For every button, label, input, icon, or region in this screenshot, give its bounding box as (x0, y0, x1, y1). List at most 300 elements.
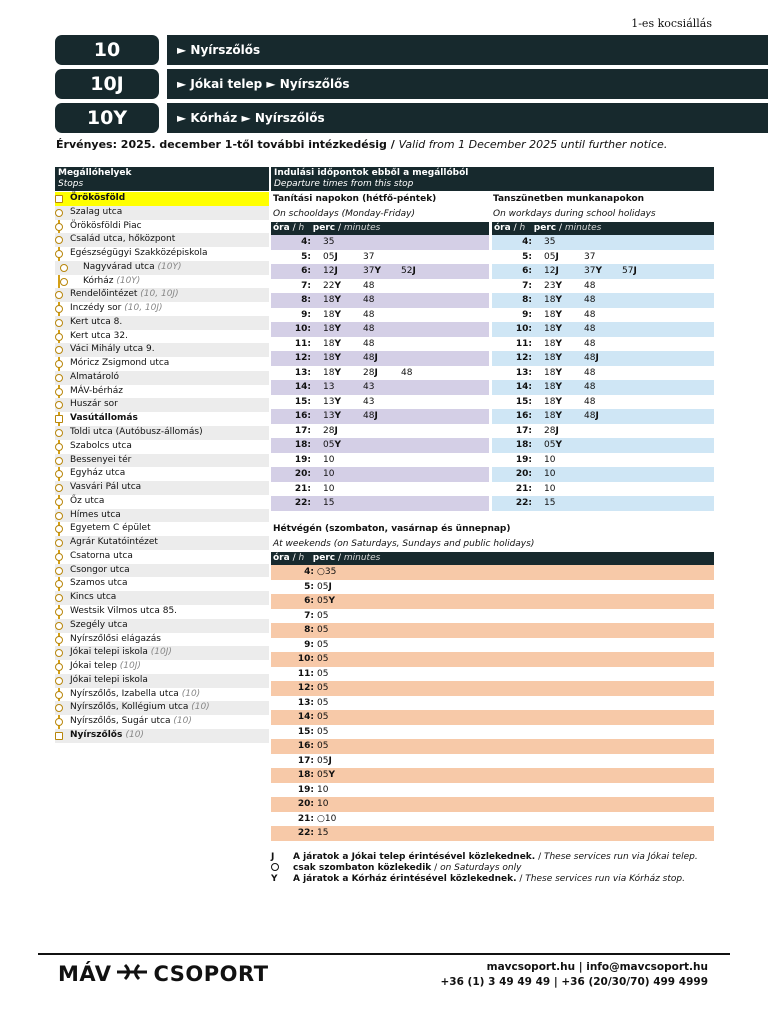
stop-name: Almatároló (70, 371, 119, 382)
timetable-row (492, 438, 714, 453)
stop-item (55, 192, 269, 206)
stops-header-title: Megállóhelyek (58, 168, 132, 178)
weekend-subtitle: At weekends (on Saturdays, Sundays and public holidays) (273, 539, 535, 549)
departure-minute: 18Y (323, 324, 341, 334)
phone-2: +36 (20/30/70) 499 4999 (561, 976, 708, 988)
stop-item (55, 577, 269, 591)
timetable-row (271, 754, 714, 769)
stop-item (55, 522, 269, 536)
departure-minute: 48 (584, 295, 596, 305)
stop-name: Szalag utca (70, 206, 123, 217)
stop-item (55, 261, 269, 275)
stop-route-note: (10J) (150, 647, 172, 658)
timetable-row (271, 395, 489, 410)
departure-minute: 12J (544, 266, 559, 276)
stop-icon (55, 319, 63, 327)
minute-header-en: minutes (343, 553, 381, 563)
departure-minute: 35 (544, 237, 556, 247)
stop-name: Csatorna utca (70, 550, 133, 561)
stop-name: Szabolcs utca (70, 440, 132, 451)
stop-item (55, 646, 269, 660)
stop-name: Kincs utca (70, 592, 117, 603)
departure-hour: 9: (522, 309, 532, 320)
timetable-row (492, 293, 714, 308)
departure-hour: 16: (515, 411, 532, 421)
stop-item (55, 633, 269, 647)
timetable-row (492, 250, 714, 265)
validity-separator: / (386, 138, 399, 151)
departure-minute: 43 (363, 382, 375, 392)
departures-header-title: Indulási időpontok ebből a megállóból (274, 168, 469, 178)
stop-item (55, 343, 269, 357)
stop-name: Egyház utca (70, 468, 126, 479)
stop-item (55, 302, 269, 316)
departure-minute: 05Y (323, 440, 341, 450)
departure-hour: 12: (515, 353, 532, 363)
timetable-row (271, 467, 489, 482)
timetable-row (271, 565, 714, 580)
departure-minute: 48 (584, 280, 596, 291)
stop-item (55, 275, 269, 289)
departure-minute: 48 (363, 280, 375, 291)
departure-minute: 18Y (323, 309, 341, 320)
departure-minute: 18Y (544, 309, 562, 320)
departure-hour: 15: (515, 396, 532, 407)
departure-minute: 48 (363, 338, 375, 349)
website-link[interactable]: mavcsoport.hu (486, 961, 576, 973)
stop-name: Nyírszőlős (70, 729, 123, 740)
departure-hour: 13: (515, 367, 532, 378)
departure-minute: 13Y (323, 396, 341, 407)
departure-hour: 10: (297, 654, 314, 664)
departure-minute: 48J (584, 411, 599, 421)
timetable-row (271, 424, 489, 439)
stop-list (55, 192, 269, 743)
stop-name: Vasútállomás (70, 413, 138, 424)
departure-hour: 6: (522, 266, 532, 276)
departure-hour: 15: (297, 726, 314, 737)
route-destination: ► Jókai telep ► Nyírszőlős (167, 69, 768, 99)
timetable-row (271, 681, 714, 696)
timetable-row (271, 812, 714, 827)
departure-hour: 8: (301, 295, 311, 305)
schoolday-timetable (271, 222, 489, 511)
timetable-row (492, 351, 714, 366)
departure-minute: 48 (363, 324, 375, 334)
stop-icon (55, 580, 63, 588)
departure-hour: 4: (304, 567, 314, 577)
stop-icon (55, 223, 63, 231)
stop-route-note: (10) (191, 702, 210, 713)
validity-notice (56, 138, 667, 151)
stop-icon (55, 250, 63, 258)
contact-info: mavcsoport.hu | info@mavcsoport.hu +36 (1) 3 49 49 49 | +36 (20/30/70) 499 4999 (440, 961, 708, 988)
departure-hour: 18: (297, 770, 314, 780)
departure-hour: 4: (522, 237, 532, 247)
logo-text-right: CSOPORT (153, 962, 269, 986)
departure-hour: 10: (294, 324, 311, 334)
timetable-row (271, 609, 714, 624)
departure-minute: 37Y (584, 266, 602, 276)
departure-minute: 18Y (323, 367, 341, 378)
stop-icon (55, 360, 63, 368)
legend-hu: csak szombaton közlekedik (293, 863, 432, 873)
stop-name: Csongor utca (70, 564, 130, 575)
stop-item (55, 591, 269, 605)
stop-item (55, 660, 269, 674)
stop-name: Westsik Vilmos utca 85. (70, 605, 178, 616)
departure-hour: 22: (515, 498, 532, 508)
departure-hour: 15: (294, 396, 311, 407)
stop-route-note: (10) (181, 688, 201, 699)
logo-symbol-icon (115, 962, 149, 986)
minute-header: perc (312, 553, 336, 563)
stop-route-note: (10, 10J) (140, 289, 179, 300)
stop-item (55, 674, 269, 688)
departure-hour: 7: (522, 280, 532, 291)
timetable-row (492, 395, 714, 410)
stop-icon (55, 663, 63, 671)
departure-minute: 48J (584, 353, 599, 363)
terminal-stop-icon (55, 732, 63, 740)
legend-key (271, 863, 279, 874)
holiday-title: Tanszünetben munkanapokon (493, 194, 645, 204)
stop-item (55, 495, 269, 509)
stop-icon (55, 374, 63, 382)
stop-name: Nyírszőlősi elágazás (70, 633, 161, 644)
stop-item (55, 729, 269, 743)
minute-header: perc (312, 223, 336, 233)
departure-minute: 37 (584, 251, 596, 262)
departure-hour: 5: (301, 251, 311, 262)
timetable-row (271, 667, 714, 682)
stop-item (55, 371, 269, 385)
departure-minute: 18Y (544, 367, 562, 378)
stop-name: Jókai telepi iskola (70, 674, 148, 685)
departure-hour: 16: (297, 741, 314, 751)
departure-hour: 6: (301, 266, 311, 276)
timetable-row (271, 638, 714, 653)
stop-name: Kert utca 8. (70, 316, 123, 327)
stop-icon (55, 443, 63, 451)
validity-en: Valid from 1 December 2025 until further notice. (398, 138, 668, 151)
timetable-row (492, 453, 714, 468)
timetable-row (271, 482, 489, 497)
stop-item (55, 605, 269, 619)
stop-icon (55, 484, 63, 492)
timetable-row (271, 826, 714, 841)
departure-minute: 18Y (323, 353, 341, 363)
stop-name: Nyírszőlős, Izabella utca (70, 688, 179, 699)
stop-icon (55, 209, 63, 217)
stop-item (55, 206, 269, 220)
departure-minute: 48J (363, 411, 378, 421)
stop-item (55, 357, 269, 371)
departure-minute: 28J (544, 425, 559, 436)
stop-route-note: (10) (173, 716, 192, 727)
timetable-row (271, 725, 714, 740)
timetable-row (492, 380, 714, 395)
weekend-title: Hétvégén (szombaton, vasárnap és ünnepnap) (273, 524, 511, 534)
legend-text: csak szombaton közlekedik / on Saturdays only (293, 863, 522, 873)
departure-minute: 05Y (317, 596, 335, 606)
stop-item (55, 550, 269, 564)
departure-minute: 05J (317, 755, 332, 766)
timetable-row (492, 496, 714, 511)
stop-icon (55, 553, 63, 561)
departure-hour: 21: (515, 483, 532, 494)
stop-name: Váci Mihály utca 9. (70, 344, 155, 355)
departure-minute: 05Y (544, 440, 562, 450)
departure-minute: 10 (544, 483, 556, 494)
legend-text: A járatok a Jókai telep érintésével közlekednek. / These services run via Jókai telep. (293, 852, 698, 862)
departure-hour: 17: (515, 425, 532, 436)
departure-minute: 05 (317, 683, 329, 693)
stop-item (55, 481, 269, 495)
departure-minute: 48 (401, 367, 413, 378)
stop-icon (55, 525, 63, 533)
route-number: 10Y (55, 103, 159, 133)
departure-minute: 48 (584, 309, 596, 320)
departure-minute: 37Y (363, 266, 381, 276)
departure-hour: 14: (294, 382, 311, 392)
departures-header-subtitle: Departure times from this stop (274, 179, 414, 189)
stops-header-subtitle: Stops (58, 179, 84, 189)
departure-minute: 05 (317, 741, 329, 751)
departure-hour: 20: (294, 469, 311, 479)
departure-hour: 8: (304, 625, 314, 635)
departure-hour: 12: (297, 683, 314, 693)
departure-minute: 48 (363, 295, 375, 305)
legend-text: A járatok a Kórház érintésével közlekednek. / These services run via Kórház stop. (293, 874, 685, 884)
stop-item (55, 233, 269, 247)
stop-item (55, 509, 269, 523)
stop-name: Egyetem C épület (70, 523, 151, 534)
timetable-row (271, 797, 714, 812)
stop-icon (55, 333, 63, 341)
stop-item (55, 398, 269, 412)
timetable-row (271, 351, 489, 366)
departure-minute: 10 (323, 469, 335, 479)
stop-icon (55, 401, 63, 409)
stop-name: MÁV-bérház (70, 385, 123, 396)
stop-route-note: (10J) (119, 661, 141, 672)
departures-header (271, 167, 714, 191)
legend-key: Y (271, 874, 278, 884)
stop-item (55, 316, 269, 330)
departure-minute: 18Y (544, 353, 562, 363)
stop-name: Huszár sor (70, 399, 118, 410)
departure-hour: 18: (294, 440, 311, 450)
email-link[interactable]: info@mavcsoport.hu (586, 961, 708, 973)
timetable-row (271, 652, 714, 667)
route-destination: ► Nyírszőlős (167, 35, 768, 65)
departure-hour: 10: (515, 324, 532, 334)
timetable-row (271, 380, 489, 395)
stop-icon (55, 512, 63, 520)
departure-hour: 4: (301, 237, 311, 247)
departure-minute: 05 (317, 610, 329, 621)
departure-hour: 22: (294, 498, 311, 508)
hour-header-en: h (298, 553, 305, 563)
minute-header-en: minutes (564, 223, 602, 233)
departure-minute: 10 (323, 454, 335, 465)
terminal-stop-icon (55, 415, 63, 423)
departure-minute: 18Y (323, 295, 341, 305)
holiday-subtitle: On workdays during school holidays (493, 209, 656, 219)
stop-name: Agrár Kutatóintézet (70, 537, 158, 548)
departure-minute: 18Y (544, 411, 562, 421)
stop-name: Egészségügyi Szakközépiskola (70, 248, 208, 259)
departure-minute: 48 (584, 382, 596, 392)
stop-icon (55, 539, 63, 547)
stop-name: Szegély utca (70, 619, 128, 630)
departure-hour: 12: (294, 353, 311, 363)
departure-hour: 18: (515, 440, 532, 450)
stop-icon (55, 636, 63, 644)
legend-key: J (271, 852, 275, 862)
departure-minute: 13 (323, 382, 335, 392)
departure-minute: 10 (323, 483, 335, 494)
departure-hour: 21: (294, 483, 311, 494)
departure-minute: 05 (317, 654, 329, 664)
departure-hour: 20: (297, 799, 314, 809)
departure-minute: 18Y (544, 382, 562, 392)
stop-item (55, 412, 269, 426)
departure-minute: 15 (317, 828, 329, 838)
hour-header: óra (273, 553, 290, 563)
timetable-row (492, 322, 714, 337)
hour-header: óra (273, 223, 290, 233)
departure-hour: 14: (515, 382, 532, 392)
stop-name: Toldi utca (Autóbusz-állomás) (70, 427, 203, 438)
stop-item (55, 288, 269, 302)
stop-name: Jókai telep (70, 661, 117, 672)
departure-minute: 05 (317, 697, 329, 708)
timetable-row (492, 235, 714, 250)
timetable-row (271, 496, 489, 511)
stop-name: Móricz Zsigmond utca (70, 358, 170, 369)
departure-minute: 12J (323, 266, 338, 276)
departure-minute: 22Y (323, 280, 341, 291)
timetable-row (271, 366, 489, 381)
departure-hour: 5: (522, 251, 532, 262)
departure-minute: 28J (363, 367, 378, 378)
stop-item (55, 688, 269, 702)
timetable-row (271, 768, 714, 783)
departure-minute: 15 (544, 498, 556, 508)
legend-en: on Saturdays only (440, 863, 522, 873)
departure-minute: ○35 (317, 567, 337, 577)
timetable-row (271, 293, 489, 308)
departure-minute: 13Y (323, 411, 341, 421)
departure-minute: 37 (363, 251, 375, 262)
departure-hour: 19: (294, 454, 311, 465)
departure-hour: 21: (297, 813, 314, 824)
footer-divider (38, 953, 730, 955)
departure-minute: 48 (584, 338, 596, 349)
stop-icon (55, 691, 63, 699)
timetable-column-header: óra / h perc / minutes (271, 222, 489, 235)
timetable-row (271, 235, 489, 250)
departure-minute: 10 (317, 799, 329, 809)
saturday-only-icon (271, 863, 279, 871)
legend-hu: A járatok a Kórház érintésével közlekednek. (293, 874, 517, 884)
departure-hour: 13: (297, 697, 314, 708)
departure-minute: 18Y (544, 295, 562, 305)
phone-1: +36 (1) 3 49 49 49 (440, 976, 551, 988)
timetable-column-header: óra / h perc / minutes (271, 552, 714, 565)
timetable-row (271, 308, 489, 323)
stop-icon (55, 567, 63, 575)
stop-icon (55, 470, 63, 478)
departure-minute: 10 (544, 469, 556, 479)
stop-name: Család utca, hőközpont (70, 234, 176, 245)
stop-name: Bessenyei tér (70, 454, 132, 465)
departure-minute: 48 (363, 309, 375, 320)
departure-minute: 05 (317, 668, 329, 679)
departure-hour: 13: (294, 367, 311, 378)
stop-icon (55, 457, 63, 465)
hour-header-en: h (298, 223, 305, 233)
departure-hour: 9: (304, 639, 314, 650)
departure-minute: 10 (544, 454, 556, 465)
stop-icon (55, 388, 63, 396)
schoolday-subtitle: On schooldays (Monday-Friday) (273, 209, 416, 219)
departure-minute: 05 (317, 726, 329, 737)
timetable-row (271, 322, 489, 337)
hour-header: óra (494, 223, 511, 233)
departure-hour: 7: (301, 280, 311, 291)
stop-icon (55, 622, 63, 630)
validity-hu: Érvényes: 2025. december 1-től további intézkedésig (56, 138, 387, 151)
stop-name: Jókai telepi iskola (70, 647, 148, 658)
stop-icon (55, 291, 63, 299)
weekend-timetable (271, 552, 714, 841)
timetable-row (271, 453, 489, 468)
mav-logo (58, 962, 269, 986)
departure-minute: 48 (584, 324, 596, 334)
stop-item (55, 385, 269, 399)
stop-icon (55, 498, 63, 506)
timetable-row (271, 409, 489, 424)
stop-name: Nyírszőlős, Kollégium utca (70, 702, 189, 713)
schoolday-title: Tanítási napokon (hétfő-péntek) (273, 194, 437, 204)
stop-route-note: (10) (125, 729, 144, 740)
timetable-row (492, 482, 714, 497)
stop-name: Kert utca 32. (70, 330, 128, 341)
stop-icon (55, 346, 63, 354)
departure-hour: 14: (297, 712, 314, 722)
timetable-row (492, 424, 714, 439)
stop-item (55, 715, 269, 729)
timetable-row (271, 623, 714, 638)
stop-name: Nyírszőlős, Sugár utca (70, 716, 171, 727)
legend-hu: A járatok a Jókai telep érintésével közlekednek. (293, 852, 536, 862)
departure-minute: 48 (584, 367, 596, 378)
departure-minute: 48 (584, 396, 596, 407)
stop-name: Vasvári Pál utca (70, 482, 142, 493)
timetable-row (271, 264, 489, 279)
departure-hour: 17: (294, 425, 311, 436)
departure-hour: 16: (294, 411, 311, 421)
departure-minute: 52J (401, 266, 416, 276)
departure-minute: 18Y (544, 338, 562, 349)
stop-name: Hímes utca (70, 509, 121, 520)
stop-route-note: (10Y) (116, 275, 141, 286)
timetable-row (492, 409, 714, 424)
holiday-timetable (492, 222, 714, 511)
